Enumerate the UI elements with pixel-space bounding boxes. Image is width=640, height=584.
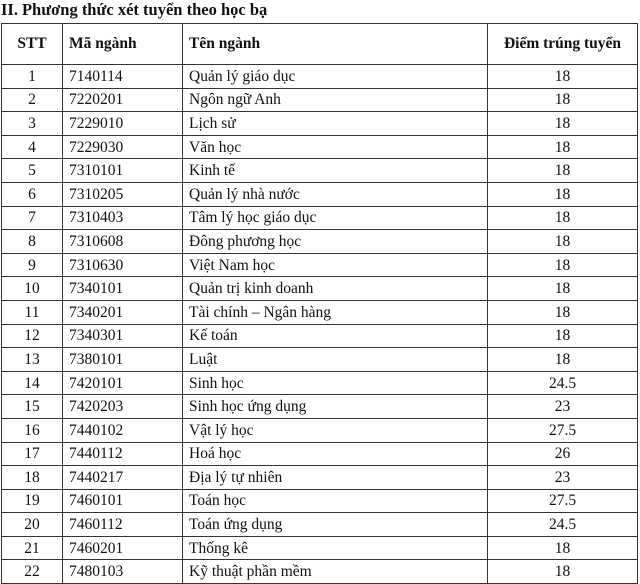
row-major-code: 7310205 xyxy=(63,182,183,206)
header-major-code: Mã ngành xyxy=(63,24,183,65)
table-row xyxy=(2,560,638,584)
section-title: Phương thức xét tuyển theo học bạ xyxy=(21,0,268,19)
row-major-name: Kinh tế xyxy=(183,159,488,183)
row-stt: 11 xyxy=(2,300,63,324)
row-major-code: 7340301 xyxy=(63,324,183,348)
row-major-code: 7340101 xyxy=(63,277,183,301)
table-body xyxy=(2,65,638,584)
row-admission-score: 27.5 xyxy=(488,489,638,513)
row-admission-score: 23 xyxy=(488,395,638,419)
table-row xyxy=(2,88,638,112)
row-admission-score: 24.5 xyxy=(488,371,638,395)
row-stt: 18 xyxy=(2,466,63,490)
row-major-code: 7440112 xyxy=(63,442,183,466)
row-major-code: 7380101 xyxy=(63,348,183,372)
row-stt: 3 xyxy=(2,112,63,136)
table-row xyxy=(2,442,638,466)
row-stt: 10 xyxy=(2,277,63,301)
row-major-code: 7140114 xyxy=(63,65,183,89)
header-admission-score: Điểm trúng tuyển xyxy=(488,24,638,65)
table-row xyxy=(2,300,638,324)
table-row xyxy=(2,65,638,89)
row-stt: 4 xyxy=(2,135,63,159)
row-admission-score: 18 xyxy=(488,348,638,372)
row-stt: 20 xyxy=(2,513,63,537)
row-major-name: Vật lý học xyxy=(183,418,488,442)
table-row xyxy=(2,513,638,537)
row-major-code: 7440102 xyxy=(63,418,183,442)
row-admission-score: 18 xyxy=(488,206,638,230)
table-row xyxy=(2,489,638,513)
row-stt: 21 xyxy=(2,536,63,560)
row-major-name: Việt Nam học xyxy=(183,253,488,277)
row-stt: 5 xyxy=(2,159,63,183)
header-major-name: Tên ngành xyxy=(183,24,488,65)
table-row xyxy=(2,371,638,395)
row-stt: 14 xyxy=(2,371,63,395)
row-stt: 22 xyxy=(2,560,63,584)
table-row xyxy=(2,395,638,419)
row-admission-score: 26 xyxy=(488,442,638,466)
row-major-code: 7310403 xyxy=(63,206,183,230)
row-stt: 15 xyxy=(2,395,63,419)
row-stt: 17 xyxy=(2,442,63,466)
row-stt: 1 xyxy=(2,65,63,89)
row-major-code: 7460101 xyxy=(63,489,183,513)
row-admission-score: 18 xyxy=(488,300,638,324)
row-major-code: 7310608 xyxy=(63,230,183,254)
row-major-name: Đông phương học xyxy=(183,230,488,254)
row-stt: 12 xyxy=(2,324,63,348)
table-row xyxy=(2,112,638,136)
row-stt: 8 xyxy=(2,230,63,254)
row-major-name: Quản trị kinh doanh xyxy=(183,277,488,301)
row-major-code: 7229010 xyxy=(63,112,183,136)
row-major-name: Tâm lý học giáo dục xyxy=(183,206,488,230)
row-admission-score: 18 xyxy=(488,536,638,560)
row-admission-score: 23 xyxy=(488,466,638,490)
table-row xyxy=(2,277,638,301)
row-admission-score: 18 xyxy=(488,135,638,159)
row-admission-score: 18 xyxy=(488,65,638,89)
row-major-name: Lịch sử xyxy=(183,112,488,136)
row-stt: 19 xyxy=(2,489,63,513)
row-major-name: Toán học xyxy=(183,489,488,513)
row-major-name: Địa lý tự nhiên xyxy=(183,466,488,490)
row-admission-score: 18 xyxy=(488,230,638,254)
row-major-name: Luật xyxy=(183,348,488,372)
table-row xyxy=(2,348,638,372)
admission-score-table xyxy=(1,23,638,584)
row-stt: 6 xyxy=(2,182,63,206)
row-major-name: Kỹ thuật phần mềm xyxy=(183,560,488,584)
row-admission-score: 27.5 xyxy=(488,418,638,442)
row-admission-score: 18 xyxy=(488,182,638,206)
row-major-name: Quản lý giáo dục xyxy=(183,65,488,89)
table-row xyxy=(2,230,638,254)
row-major-code: 7480103 xyxy=(63,560,183,584)
row-major-name: Văn học xyxy=(183,135,488,159)
section-heading xyxy=(1,1,267,19)
row-major-name: Toán ứng dụng xyxy=(183,513,488,537)
section-number: II. xyxy=(1,0,18,19)
table-row xyxy=(2,466,638,490)
row-major-name: Kế toán xyxy=(183,324,488,348)
row-admission-score: 18 xyxy=(488,253,638,277)
row-major-name: Quản lý nhà nước xyxy=(183,182,488,206)
row-stt: 13 xyxy=(2,348,63,372)
row-major-code: 7310630 xyxy=(63,253,183,277)
table-header-row xyxy=(2,24,638,65)
row-major-code: 7440217 xyxy=(63,466,183,490)
row-major-code: 7229030 xyxy=(63,135,183,159)
row-admission-score: 18 xyxy=(488,277,638,301)
table-row xyxy=(2,135,638,159)
row-major-code: 7310101 xyxy=(63,159,183,183)
table-row xyxy=(2,418,638,442)
row-admission-score: 18 xyxy=(488,88,638,112)
row-stt: 16 xyxy=(2,418,63,442)
row-major-code: 7460201 xyxy=(63,536,183,560)
row-major-code: 7460112 xyxy=(63,513,183,537)
row-major-code: 7420203 xyxy=(63,395,183,419)
table-row xyxy=(2,182,638,206)
row-admission-score: 18 xyxy=(488,159,638,183)
row-major-code: 7340201 xyxy=(63,300,183,324)
row-major-name: Sinh học ứng dụng xyxy=(183,395,488,419)
table-row xyxy=(2,206,638,230)
row-major-name: Tài chính – Ngân hàng xyxy=(183,300,488,324)
header-stt: STT xyxy=(2,24,63,65)
table-row xyxy=(2,159,638,183)
row-stt: 7 xyxy=(2,206,63,230)
row-admission-score: 24.5 xyxy=(488,513,638,537)
row-major-code: 7420101 xyxy=(63,371,183,395)
table-row xyxy=(2,324,638,348)
table-row xyxy=(2,536,638,560)
row-major-code: 7220201 xyxy=(63,88,183,112)
row-major-name: Hoá học xyxy=(183,442,488,466)
row-major-name: Ngôn ngữ Anh xyxy=(183,88,488,112)
row-admission-score: 18 xyxy=(488,324,638,348)
table-row xyxy=(2,253,638,277)
row-major-name: Sinh học xyxy=(183,371,488,395)
row-major-name: Thống kê xyxy=(183,536,488,560)
row-admission-score: 18 xyxy=(488,112,638,136)
row-stt: 9 xyxy=(2,253,63,277)
row-admission-score: 18 xyxy=(488,560,638,584)
row-stt: 2 xyxy=(2,88,63,112)
